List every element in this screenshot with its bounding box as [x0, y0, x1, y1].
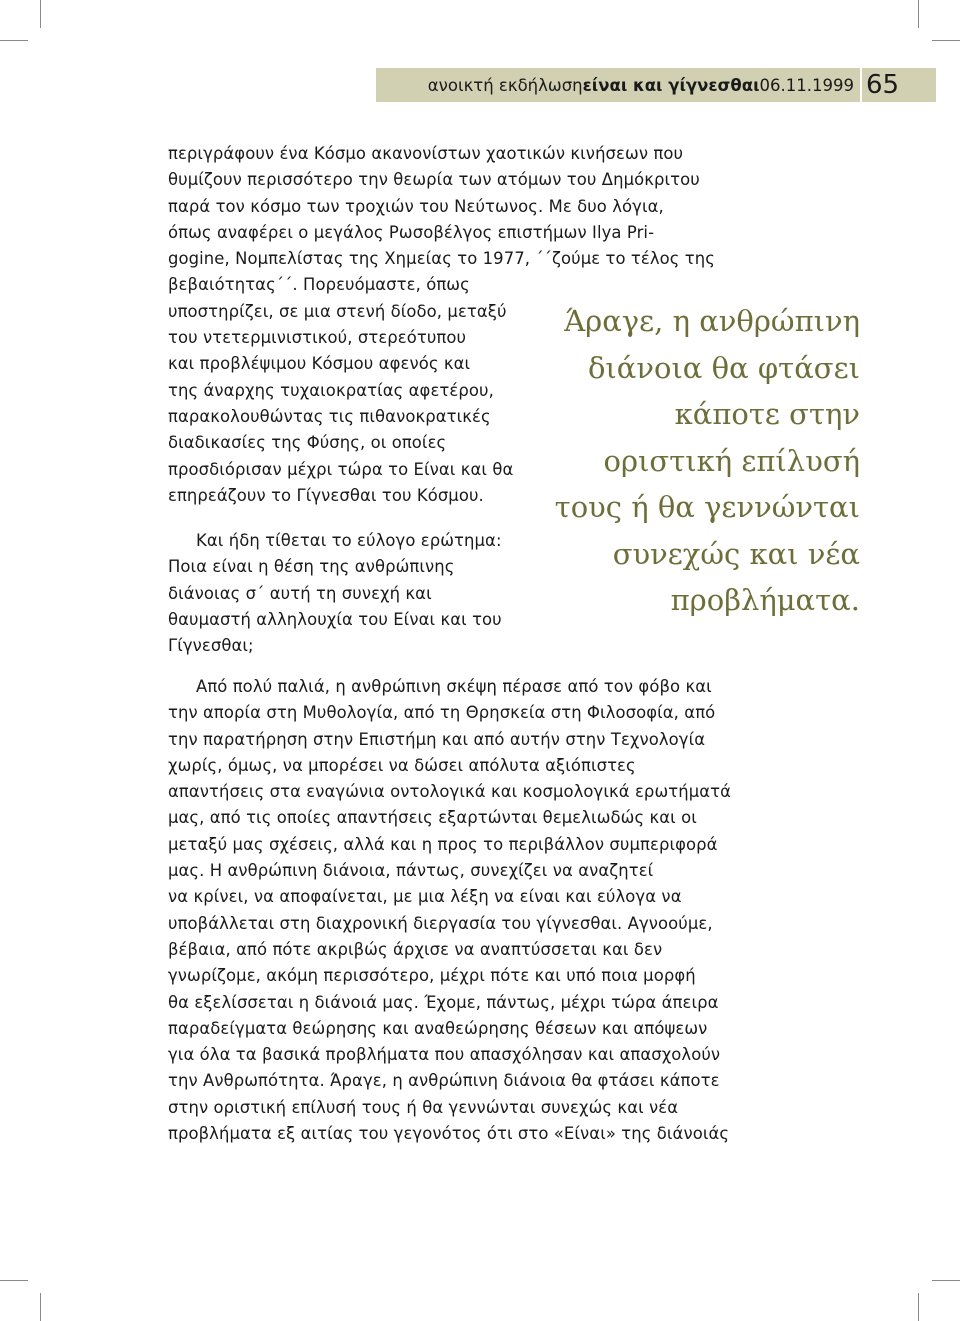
crop-mark [918, 1293, 919, 1321]
header-section-title: είναι και γίγνεσθαι [582, 75, 760, 95]
text-line: προσδιόρισαν μέχρι τώρα το Είναι και θα [168, 459, 514, 479]
text-line: παρακολουθώντας τις πιθανοκρατικές [168, 406, 491, 426]
text-line: του ντετερμινιστικού, στερεότυπου [168, 328, 467, 348]
crop-mark [40, 0, 41, 28]
text-line: απαντήσεις στα εναγώνια οντολογικά και κοσμολογικά ερωτήματά [168, 782, 732, 802]
crop-mark [0, 1280, 28, 1281]
crop-mark [0, 40, 28, 41]
text-line: για όλα τα βασικά προβλήματα που απασχόλησαν και απασχολούν [168, 1045, 721, 1065]
text-line: περιγράφουν ένα Κόσμο ακανονίστων χαοτικών κινήσεων που [168, 144, 684, 163]
text-line: κάποτε στην [674, 397, 860, 431]
header-section-prefix: ανοικτή εκδήλωση [427, 75, 583, 95]
running-header [376, 68, 860, 102]
text-line: gogine, Νομπελίστας της Χημείας το 1977, ΄΄ζούμε το τέλος της [168, 249, 715, 269]
text-line: υποστηρίζει, σε μια στενή δίοδο, μεταξύ [168, 301, 507, 321]
crop-mark [932, 40, 960, 41]
text-line: οριστική επίλυσή [603, 443, 860, 478]
text-line: μας, από τις οποίες απαντήσεις εξαρτώνται θεμελιωδώς και οι [168, 808, 697, 828]
text-line: μας. Η ανθρώπινη διάνοια, πάντως, συνεχίζει να αναζητεί [168, 861, 654, 881]
text-line: γνωρίζομε, ακόμη περισσότερο, μέχρι πότε και υπό ποια μορφή [168, 966, 696, 986]
text-line: υποβάλλεται στη διαχρονική διεργασία του γίγνεσθαι. Αγνοούμε, [168, 913, 713, 933]
text-line: επηρεάζουν το Γίγνεσθαι του Κόσμου. [168, 485, 484, 505]
text-line: Και ήδη τίθεται το εύλογο ερώτημα: [196, 531, 502, 550]
text-line: διαδικασίες της Φύσης, οι οποίες [168, 433, 447, 453]
text-line: προβλήματα. [670, 583, 860, 617]
text-line: Ποια είναι η θέση της ανθρώπινης [168, 557, 455, 577]
text-line: Άραγε, η ανθρώπινη [564, 304, 860, 338]
text-line: θυμίζουν περισσότερο την θεωρία των ατόμων του Δημόκριτου [168, 170, 700, 190]
pull-quote [520, 298, 860, 624]
text-line: θαυμαστή αλληλουχία του Είναι και του [168, 609, 502, 629]
text-line: βέβαια, από πότε ακριβώς άρχισε να αναπτύσσεται και δεν [168, 939, 663, 959]
crop-mark [932, 1280, 960, 1281]
text-line: την παρατήρηση στην Επιστήμη και από αυτήν στην Τεχνολογία [168, 729, 706, 749]
text-line: παραδείγματα θεώρησης και αναθεώρησης θέσεων και απόψεων [168, 1018, 708, 1038]
question-paragraph [168, 528, 502, 659]
text-line: να κρίνει, να αποφαίνεται, με μια λέξη να είναι και εύλογα να [168, 887, 682, 907]
text-line: βεβαιότητας΄΄. Πορευόμαστε, όπως [168, 275, 470, 295]
text-line: χωρίς, όμως, να μπορέσει να δώσει απόλυτα αξιόπιστες [168, 755, 636, 775]
text-line: θα εξελίσσεται η διάνοιά μας. Έχομε, πάντως, μέχρι τώρα άπειρα [168, 992, 719, 1012]
text-line: και προβλέψιμου Κόσμου αφενός και [168, 354, 471, 374]
text-line: στην οριστική επίλυσή τους ή θα γεννώνται συνεχώς και νέα [168, 1097, 679, 1117]
text-line: μεταξύ μας σχέσεις, αλλά και η προς το περιβάλλον συμπεριφορά [168, 834, 718, 854]
text-line: Από πολύ παλιά, η ανθρώπινη σκέψη πέρασε από τον φόβο και [196, 677, 712, 696]
text-line: προβλήματα εξ αιτίας του γεγονότος ότι στο «Είναι» της διάνοιάς [168, 1124, 730, 1144]
text-line: όπως αναφέρει ο μεγάλος Ρωσοβέλγος επιστήμων Ilya Pri- [168, 222, 655, 242]
page-number: 65 [866, 70, 900, 100]
text-line: παρά τον κόσμο των τροχιών του Νεύτωνος. Με δυο λόγια, [168, 196, 664, 216]
text-line: διάνοιας σ΄ αυτή τη συνεχή και [168, 583, 432, 603]
text-line: τους ή θα γεννώνται [554, 490, 860, 524]
text-line: συνεχώς και νέα [612, 536, 860, 571]
text-line: την Ανθρωπότητα. Άραγε, η ανθρώπινη διάνοια θα φτάσει κάποτε [168, 1071, 720, 1091]
body-paragraph [168, 674, 731, 1147]
crop-mark [40, 1293, 41, 1321]
header-date: 06.11.1999 [759, 75, 854, 95]
text-line: Γίγνεσθαι; [168, 636, 254, 656]
crop-mark [918, 0, 919, 28]
text-line: της άναρχης τυχαιοκρατίας αφετέρου, [168, 380, 494, 400]
text-line: την απορία στη Μυθολογία, από τη Θρησκεία στη Φιλοσοφία, από [168, 703, 716, 723]
text-line: διάνοια θα φτάσει [587, 350, 860, 385]
